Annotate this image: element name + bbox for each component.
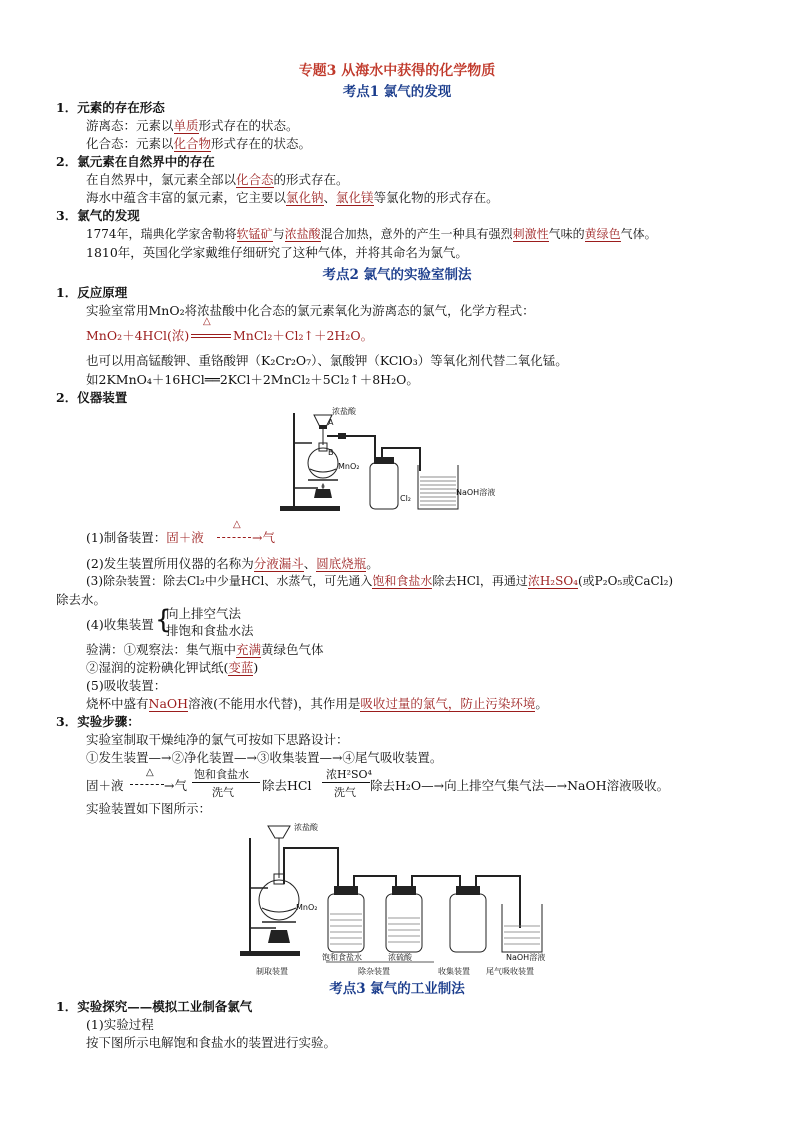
text-line: 海水中蕴含丰富的氯元素，它主要以氯化钠、氯化镁等氯化物的形式存在。 [86,190,499,205]
text-line: 烧杯中盛有NaOH溶液(不能用水代替)，其作用是吸收过量的氯气，防止污染环境。 [86,696,548,711]
text-line: 在自然界中，氯元素全部以化合态的形式存在。 [86,172,349,187]
flow-reagent: 饱和食盐水 [194,768,249,781]
equation-left: MnO₂＋4HCl(浓) [86,328,190,343]
text-line: 如2KMnO₄＋16HCl══2KCl＋2MnCl₂＋5Cl₂↑＋8H₂O。 [86,372,419,387]
text-line: (1)实验过程 [86,1017,154,1032]
flow-text: 除去HCl [262,778,312,793]
label-a: A [328,418,334,427]
text-line: 实验装置如下图所示： [86,801,212,816]
section-heading: 1．元素的存在形态 [56,100,165,115]
page-title: 专题3 从海水中获得的化学物质 [298,63,496,79]
text-line: (1)制备装置：固＋液 [86,530,204,545]
section-heading: 3．实验步骤： [56,714,140,729]
flow-method: 洗气 [212,786,234,799]
section-heading: 2．仪器装置 [56,390,128,405]
label-cl2: Cl₂ [400,494,412,503]
label-purification: 除杂装置 [358,967,390,976]
apparatus-figure-1 [270,403,520,515]
text-line: 除去水。 [56,592,107,607]
label-brine: 饱和食盐水 [322,953,362,962]
arrow-line [322,782,370,783]
apparatus-figure-2 [238,818,568,980]
flow-text: 固＋液 [86,778,124,793]
heat-symbol: △ [146,767,154,778]
text-line: (5)吸收装置： [86,678,167,693]
label-mno2: MnO₂ [296,903,318,912]
text-line: →气 [252,530,275,545]
flow-text: 除去H₂O—→向上排空气集气法—→NaOH溶液吸收。 [370,778,670,793]
text-line: (4)收集装置 [86,617,154,632]
arrow-line [192,782,260,783]
label-b: B [328,448,334,457]
label-conc-hcl: 浓盐酸 [294,823,318,832]
equation-right: MnCl₂＋Cl₂↑＋2H₂O。 [233,328,374,343]
text-line: 实验室常用MnO₂将浓盐酸中化合态的氯元素氧化为游离态的氯气，化学方程式： [86,303,535,318]
text-line: (3)除杂装置：除去Cl₂中少量HCl、水蒸气，可先通入饱和食盐水除去HCl，再通过浓H₂SO₄(或P₂O₅或CaCl₂) [86,574,674,588]
topic-heading-1: 考点1 氯气的发现 [342,84,452,100]
brace: { [155,605,172,635]
heat-symbol: △ [233,519,241,530]
label-naoh: NaOH溶液 [456,488,496,497]
flow-method: 洗气 [334,786,356,799]
topic-heading-2: 考点2 氯气的实验室制法 [322,267,472,283]
topic-heading-3: 考点3 氯气的工业制法 [329,981,465,997]
label-generation: 制取装置 [256,967,288,976]
equals-line [191,337,231,338]
label-collection: 收集装置 [438,967,470,976]
flow-reagent: 浓H²SO⁴ [326,768,372,781]
text-line: 按下图所示电解饱和食盐水的装置进行实验。 [86,1035,337,1050]
text-line: 游离态：元素以单质形式存在的状态。 [86,118,299,133]
section-heading: 3．氯气的发现 [56,208,140,223]
text-line: ①发生装置—→②净化装置—→③收集装置—→④尾气吸收装置。 [86,750,443,765]
label-naoh: NaOH溶液 [506,953,546,962]
label-conc-hcl: 浓盐酸 [332,407,356,416]
section-heading: 1．反应原理 [56,285,128,300]
text-line: 也可以用高锰酸钾、重铬酸钾（K₂Cr₂O₇）、氯酸钾（KClO₃）等氧化剂代替二氧化锰。 [86,353,568,368]
arrow-line [217,537,251,538]
text-line: (2)发生装置所用仪器的名称为分液漏斗、圆底烧瓶。 [86,556,379,571]
collection-method-2: 排饱和食盐水法 [166,623,254,638]
text-line: ②湿润的淀粉碘化钾试纸(变蓝) [86,660,259,675]
label-absorption: 尾气吸收装置 [486,967,534,976]
flow-text: →气 [164,778,187,793]
label-mno2: MnO₂ [338,462,360,471]
collection-method-1: 向上排空气法 [166,606,242,621]
text-line: 1810年，英国化学家戴维仔细研究了这种气体，并将其命名为氯气。 [86,245,468,260]
arrow-line [130,784,164,785]
text-line: 验满：①观察法：集气瓶中充满黄绿色气体 [86,642,324,657]
text-line: 实验室制取干燥纯净的氯气可按如下思路设计： [86,732,349,747]
text-line: 化合态：元素以化合物形式存在的状态。 [86,136,312,151]
section-heading: 2．氯元素在自然界中的存在 [56,154,215,169]
section-heading: 1．实验探究——模拟工业制备氯气 [56,999,253,1014]
label-h2so4: 浓硫酸 [388,953,412,962]
equals-line [191,334,231,335]
heat-symbol: △ [203,316,211,327]
text-line: 1774年，瑞典化学家舍勒将软锰矿与浓盐酸混合加热，意外的产生一种具有强烈刺激性气味的黄绿色气体。 [86,227,657,241]
